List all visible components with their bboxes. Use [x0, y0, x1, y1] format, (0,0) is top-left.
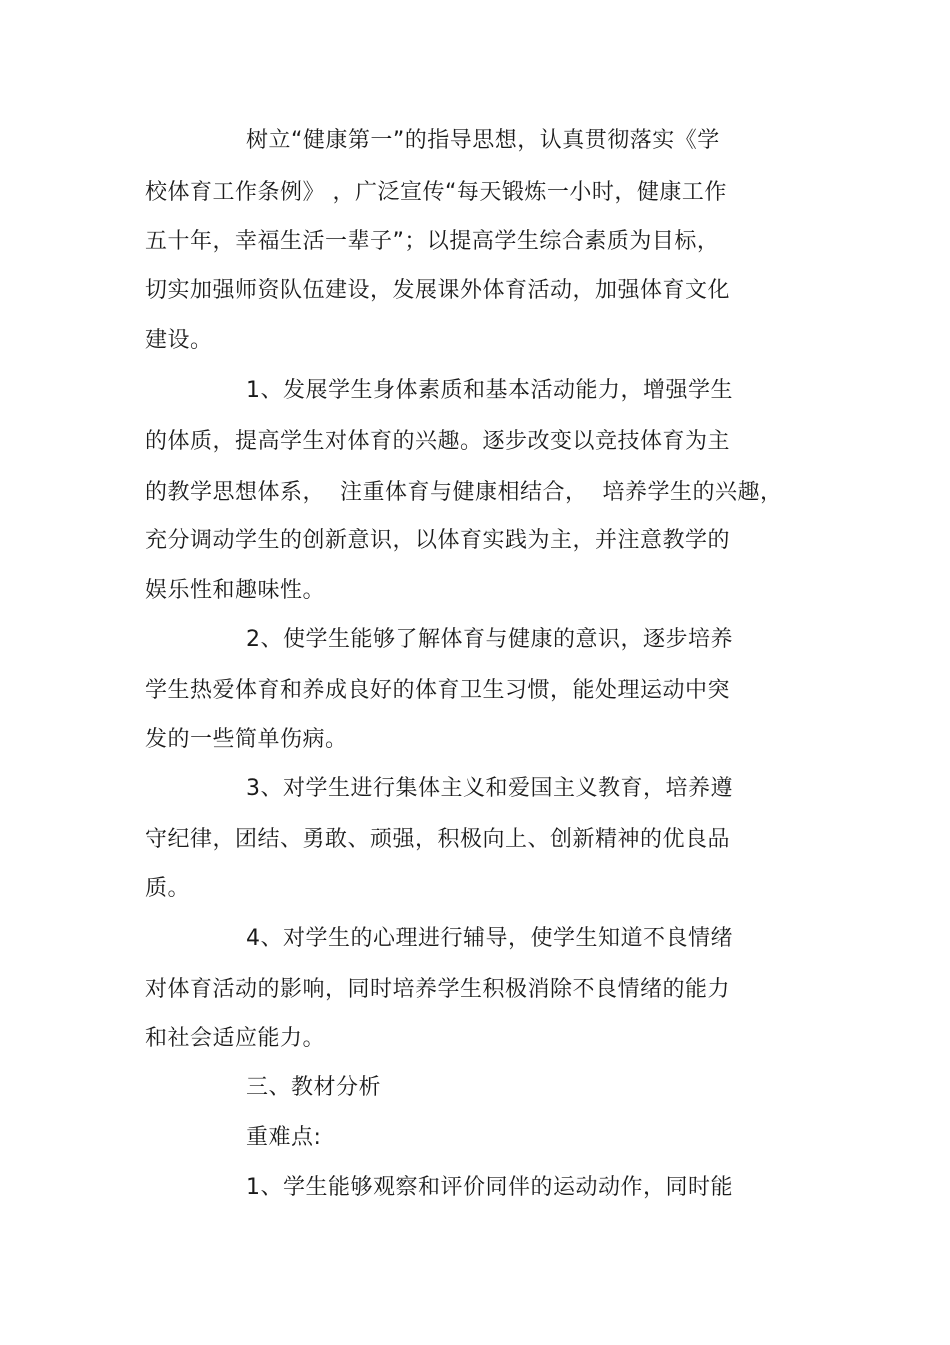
- paragraph-line: 2、使学生能够了解体育与健康的意识，逐步培养: [246, 627, 733, 652]
- paragraph-line: 切实加强师资队伍建设，发展课外体育活动，加强体育文化: [145, 278, 731, 303]
- paragraph-line: 4、对学生的心理进行辅导，使学生知道不良情绪: [246, 926, 733, 951]
- paragraph-line: 充分调动学生的创新意识，以体育实践为主，并注意教学的: [145, 528, 731, 553]
- paragraph-line: 对体育活动的影响，同时培养学生积极消除不良情绪的能力: [145, 977, 731, 1002]
- paragraph-line: 建设。: [145, 328, 213, 353]
- subheading: 重难点:: [246, 1125, 322, 1150]
- paragraph-line: 质。: [145, 876, 191, 901]
- paragraph-line: 校体育工作条例》 ，广泛宣传“每天锻炼一小时，健康工作: [145, 180, 727, 205]
- paragraph-line: 1、学生能够观察和评价同伴的运动动作，同时能: [246, 1175, 733, 1200]
- paragraph-line: 树立“健康第一”的指导思想，认真贯彻落实《学: [246, 128, 720, 153]
- paragraph-line: 五十年，幸福生活一辈子”；以提高学生综合素质为目标，: [145, 229, 720, 254]
- paragraph-line: 的教学思想体系， 注重体育与健康相结合， 培养学生的兴趣，: [145, 480, 783, 505]
- paragraph-line: 3、对学生进行集体主义和爱国主义教育，培养遵: [246, 776, 733, 801]
- paragraph-line: 守纪律，团结、勇敢、顽强，积极向上、创新精神的优良品: [145, 827, 731, 852]
- paragraph-line: 的体质，提高学生对体育的兴趣。逐步改变以竞技体育为主: [145, 429, 731, 454]
- section-heading: 三、教材分析: [246, 1075, 382, 1100]
- paragraph-line: 发的一些简单伤病。: [145, 727, 348, 752]
- paragraph-line: 娱乐性和趣味性。: [145, 578, 326, 603]
- paragraph-line: 1、发展学生身体素质和基本活动能力，增强学生: [246, 378, 733, 403]
- paragraph-line: 和社会适应能力。: [145, 1026, 326, 1051]
- paragraph-line: 学生热爱体育和养成良好的体育卫生习惯，能处理运动中突: [145, 678, 731, 703]
